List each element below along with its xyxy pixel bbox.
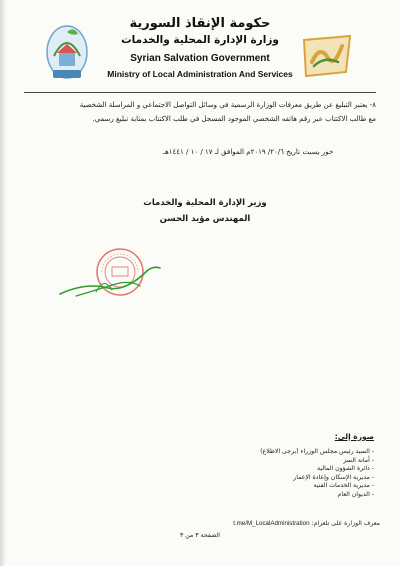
cc-item: - أمانة السر: [200, 457, 374, 466]
cc-list: [200, 448, 374, 500]
brand-logo-icon: [300, 32, 354, 80]
body-line: ٨- يعتبر التبليغ عن طريق معرفات الوزارة الرسمية في وسائل التواصل الاجتماعي و المراسلة الشخصية: [79, 101, 376, 109]
cc-item: - الديوان العام: [200, 491, 374, 500]
body-line: مع طالب الاكتتاب عبر رقم هاتفه الشخصي الموجود المسجل في طلب الاكتتاب بمثابة تبليغ رسمي.: [92, 115, 376, 123]
cc-item: - مديرية الخدمات الفنية: [200, 482, 374, 491]
ministry-name-arabic: وزارة الإدارة المحلية والخدمات: [121, 34, 279, 46]
signatory-title: وزير الإدارة المحلية والخدمات: [143, 198, 267, 208]
handwritten-note: خور يسبت: [302, 148, 333, 156]
telegram-label: معرف الوزارة على تلغرام:: [311, 520, 380, 527]
ministry-name-english: Ministry of Local Administration And Services: [107, 69, 293, 79]
date-value: ٢٠/٦/ ٢٠١٩م الموافق لـ ١٧ / ١٠ / ١٤٤١هـ: [163, 148, 284, 156]
ministry-emblem-icon: [44, 22, 90, 86]
cc-heading: صورة إلى:: [334, 432, 374, 441]
telegram-footer: [150, 520, 380, 527]
signature-icon: [56, 262, 166, 302]
cc-item: - السيد رئيس مجلس الوزراء (برجى الاطلاع): [200, 448, 374, 457]
header-divider: [24, 92, 376, 93]
letterhead: [0, 16, 400, 86]
government-name-english: Syrian Salvation Government: [130, 53, 270, 64]
date-line: [120, 148, 376, 156]
date-prefix: تاريخ: [286, 148, 301, 156]
telegram-link[interactable]: t.me/M_LocalAdministration: [233, 520, 310, 527]
letter-body: [26, 98, 376, 126]
page-number: الصفحة ٣ من ٣: [179, 532, 220, 539]
cc-item: - دائرة الشؤون المالية: [200, 465, 374, 474]
government-name-arabic: حكومة الإنقاذ السورية: [129, 16, 271, 31]
cc-item: - مديرية الإسكان وإعادة الإعمار: [200, 474, 374, 483]
signatory-name: المهندس مؤيد الحسن: [159, 214, 251, 224]
